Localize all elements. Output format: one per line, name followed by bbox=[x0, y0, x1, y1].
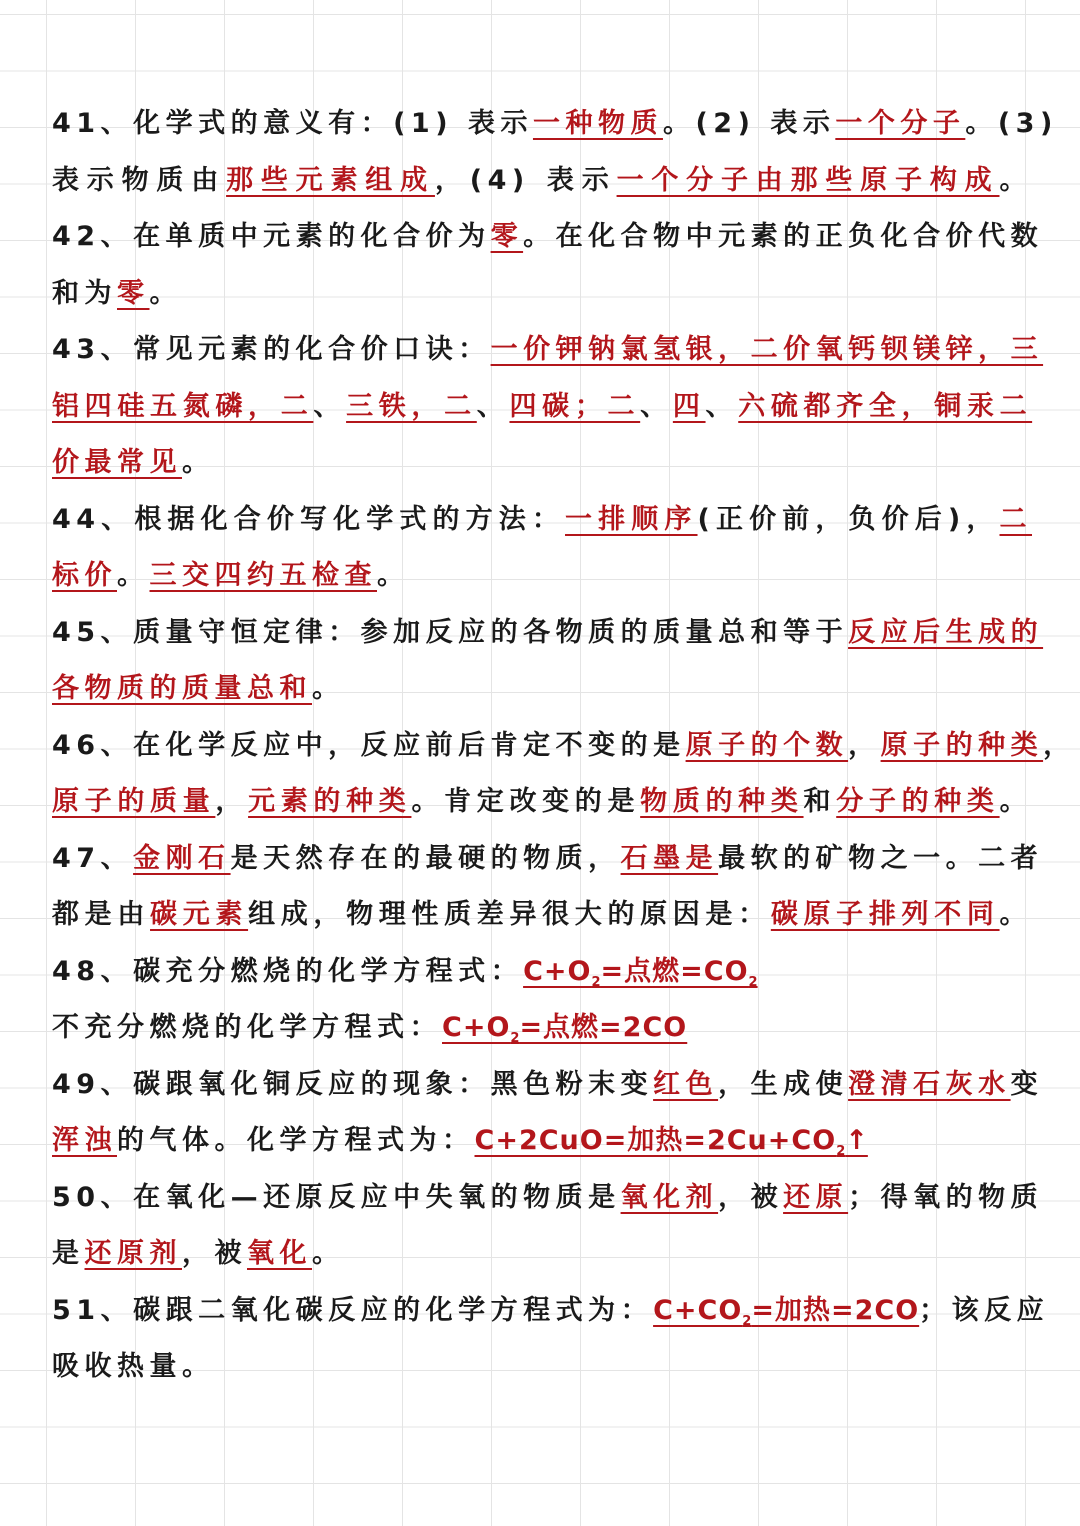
note-text: 最软的矿物之一。二者 bbox=[718, 842, 1044, 874]
subscript: 2 bbox=[591, 974, 601, 990]
chemical-equation bbox=[474, 1125, 868, 1159]
note-text: 46、在化学反应中，反应前后肯定不变的是 bbox=[52, 729, 686, 761]
note-line bbox=[52, 1000, 1032, 1057]
equation-part: =点燃=CO bbox=[600, 955, 749, 987]
note-text: 的气体。化学方程式为： bbox=[117, 1125, 475, 1156]
note-text: 50、在氧化—还原反应中失氧的物质是 bbox=[52, 1181, 621, 1213]
note-line bbox=[52, 605, 1044, 662]
note-text: 、 bbox=[705, 390, 739, 422]
key-term: 一个分子由那些原子构成 bbox=[616, 164, 1000, 196]
notes-sheet bbox=[52, 96, 1076, 1396]
note-text: 。 bbox=[312, 673, 345, 704]
note-text: 吸收热量。 bbox=[52, 1351, 215, 1382]
key-term: 价最常见 bbox=[52, 447, 182, 478]
note-text: 51、碳跟二氧化碳反应的化学方程式为： bbox=[52, 1294, 654, 1326]
note-text: 42、在单质中元素的化合价为 bbox=[52, 221, 491, 252]
key-term: 原子的质量 bbox=[52, 786, 216, 817]
note-line bbox=[52, 435, 1032, 492]
key-term: 二 bbox=[999, 503, 1032, 535]
note-text: ；得氧的物质 bbox=[848, 1181, 1044, 1213]
note-text: 41、化学式的意义有：(1) 表示 bbox=[52, 108, 533, 139]
note-text: 。 bbox=[117, 560, 150, 591]
chemical-equation bbox=[442, 1012, 688, 1046]
key-term: 铝四硅五氮磷，二 bbox=[52, 390, 314, 422]
equation-part: C+O bbox=[442, 1012, 511, 1043]
subscript: 2 bbox=[748, 974, 758, 990]
key-term: 氧化 bbox=[247, 1238, 312, 1269]
note-text: 。 bbox=[999, 899, 1033, 930]
note-text: ， bbox=[215, 786, 249, 817]
key-term: 四碳；二 bbox=[509, 390, 641, 422]
note-line bbox=[52, 774, 1032, 831]
note-line bbox=[52, 1339, 1032, 1396]
key-term: 碳原子排列不同 bbox=[770, 899, 1000, 930]
key-term: 澄清石灰水 bbox=[848, 1068, 1011, 1100]
chemical-equation bbox=[653, 1294, 920, 1329]
note-line bbox=[52, 661, 1032, 718]
key-term: 三铁，二 bbox=[346, 390, 477, 422]
note-text: ，被 bbox=[182, 1238, 247, 1269]
equation-part: C+CO bbox=[653, 1294, 743, 1326]
note-text: 44、根据化合价写化学式的方法： bbox=[52, 503, 566, 535]
note-text: ， bbox=[848, 729, 881, 761]
note-text: 49、碳跟氧化铜反应的现象：黑色粉末变 bbox=[52, 1068, 654, 1100]
note-text: 、 bbox=[640, 390, 673, 422]
key-term: 元素的种类 bbox=[248, 786, 412, 817]
note-line bbox=[52, 1057, 1044, 1114]
subscript: 2 bbox=[836, 1144, 846, 1159]
note-text: (正价前，负价后)， bbox=[697, 503, 1000, 535]
note-text: 是天然存在的最硬的物质， bbox=[230, 842, 621, 874]
note-text: 45、质量守恒定律：参加反应的各物质的质量总和等于 bbox=[52, 616, 849, 648]
key-term: 零 bbox=[490, 221, 524, 252]
note-text: 都是由 bbox=[52, 899, 151, 930]
key-term: 分子的种类 bbox=[836, 786, 1000, 817]
key-term: 各物质的质量总和 bbox=[52, 673, 312, 704]
key-term: 碳元素 bbox=[150, 899, 249, 930]
note-line bbox=[52, 492, 1032, 549]
note-text: 。肯定改变的是 bbox=[411, 786, 641, 817]
equation-part: ↑ bbox=[845, 1125, 868, 1156]
key-term: 金刚石 bbox=[133, 842, 231, 874]
note-text: 。 bbox=[312, 1238, 345, 1269]
note-text: ，生成使 bbox=[718, 1068, 849, 1100]
note-text: ， bbox=[1043, 729, 1076, 761]
key-term: 氧化剂 bbox=[620, 1181, 719, 1213]
equation-part: =加热=2CO bbox=[751, 1294, 920, 1326]
key-term: 那些元素组成 bbox=[226, 164, 435, 196]
key-term: 反应后生成的 bbox=[848, 616, 1044, 648]
note-text: 和为 bbox=[52, 277, 117, 309]
note-text: 变 bbox=[1010, 1068, 1044, 1100]
note-text: 。 bbox=[377, 560, 410, 591]
note-line bbox=[52, 1170, 1044, 1227]
note-text: ；该反应 bbox=[919, 1294, 1050, 1326]
key-term: 石墨是 bbox=[620, 842, 719, 874]
note-text: 、 bbox=[313, 390, 347, 422]
note-line bbox=[52, 266, 1032, 323]
note-text: 。 bbox=[182, 447, 215, 478]
note-text: 和 bbox=[803, 786, 837, 817]
note-line bbox=[52, 379, 1032, 436]
note-text: 不充分燃烧的化学方程式： bbox=[52, 1012, 442, 1043]
note-line bbox=[52, 1113, 1032, 1170]
note-line bbox=[52, 322, 1044, 379]
key-term: 六硫都齐全，铜汞二 bbox=[738, 390, 1033, 422]
note-text: 。 bbox=[999, 164, 1032, 196]
note-text: 。(3) bbox=[965, 108, 1058, 139]
note-text: 。 bbox=[149, 277, 182, 309]
note-line bbox=[52, 209, 1044, 266]
note-text: 组成，物理性质差异很大的原因是： bbox=[248, 899, 771, 930]
key-term: 红色 bbox=[653, 1068, 719, 1100]
key-term: 三交四约五检查 bbox=[149, 560, 377, 591]
note-text: 。在化合物中元素的正负化合价代数 bbox=[523, 221, 1044, 252]
note-line bbox=[52, 1283, 1050, 1340]
equation-part: =点燃=2CO bbox=[519, 1012, 688, 1043]
note-line bbox=[52, 96, 1058, 153]
key-term: 四 bbox=[672, 390, 706, 422]
note-text: 47、 bbox=[52, 842, 134, 874]
note-line bbox=[52, 548, 1032, 605]
note-line bbox=[52, 887, 1032, 944]
note-text: 、 bbox=[476, 390, 510, 422]
key-term: 原子的个数 bbox=[685, 729, 849, 761]
note-line bbox=[52, 153, 1032, 210]
equation-part: C+2CuO=加热=2Cu+CO bbox=[474, 1125, 837, 1156]
note-text: 是 bbox=[52, 1238, 85, 1269]
key-term: 浑浊 bbox=[52, 1125, 117, 1156]
note-text: 。 bbox=[999, 786, 1033, 817]
note-text: 。(2) 表示 bbox=[662, 108, 836, 139]
note-text: 表示物质由 bbox=[52, 164, 227, 196]
note-line bbox=[52, 718, 1076, 775]
key-term: 物质的种类 bbox=[640, 786, 804, 817]
equation-part: C+O bbox=[523, 955, 592, 987]
subscript: 2 bbox=[510, 1031, 520, 1046]
key-term: 一价钾钠氯氢银，二价氧钙钡镁锌，三 bbox=[490, 334, 1044, 365]
note-text: ，被 bbox=[718, 1181, 784, 1213]
note-text: 43、常见元素的化合价口诀： bbox=[52, 334, 491, 365]
note-line bbox=[52, 1226, 1032, 1283]
key-term: 标价 bbox=[52, 560, 117, 591]
note-text: 48、碳充分燃烧的化学方程式： bbox=[52, 955, 524, 987]
key-term: 还原剂 bbox=[84, 1238, 182, 1269]
note-line bbox=[52, 831, 1044, 888]
key-term: 一个分子 bbox=[835, 108, 966, 139]
key-term: 一排顺序 bbox=[565, 503, 698, 535]
key-term: 还原 bbox=[783, 1181, 849, 1213]
key-term: 一种物质 bbox=[532, 108, 663, 139]
key-term: 零 bbox=[117, 277, 150, 309]
subscript: 2 bbox=[742, 1313, 752, 1329]
note-line bbox=[52, 944, 1032, 1001]
note-text: ，(4) 表示 bbox=[434, 164, 617, 196]
key-term: 原子的种类 bbox=[880, 729, 1044, 761]
chemical-equation bbox=[523, 955, 758, 990]
